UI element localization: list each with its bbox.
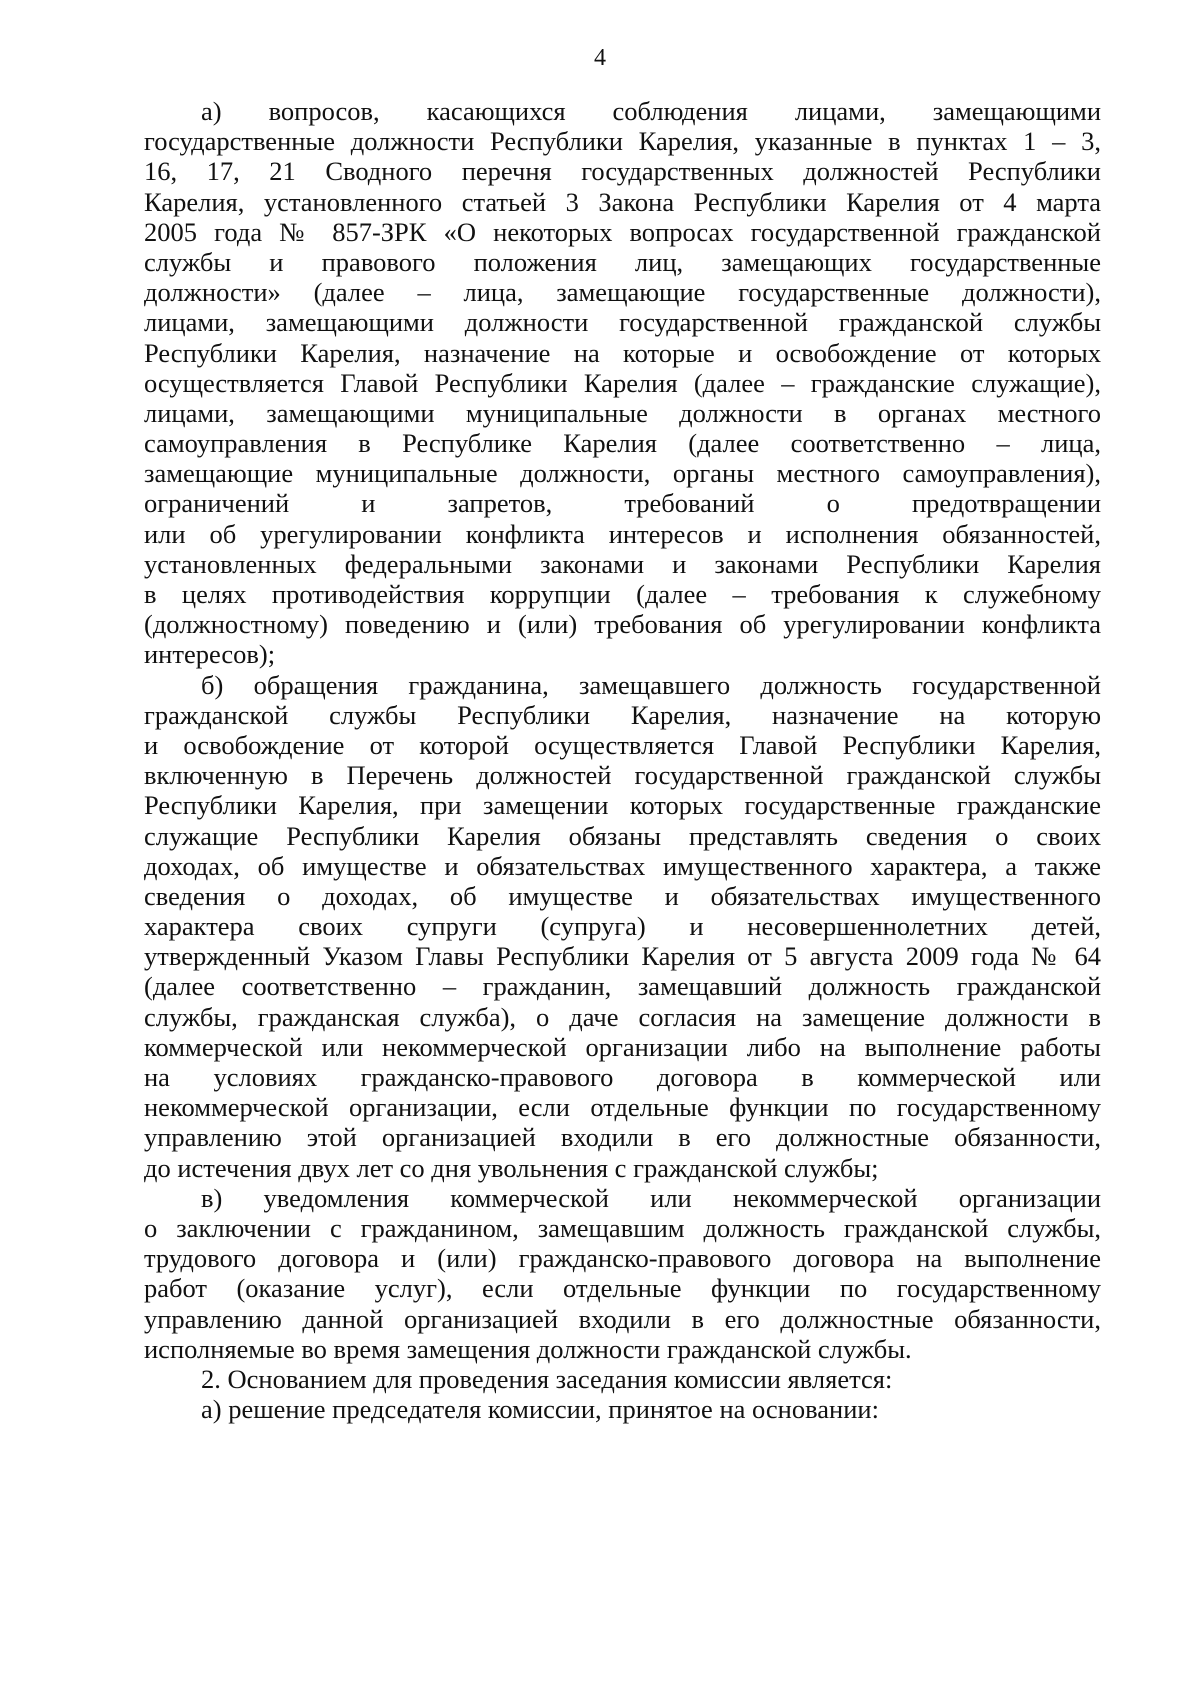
text-line: трудового договора и (или) гражданско-правового договора на выполнение bbox=[144, 1243, 1101, 1274]
text-line: 2005 года № 857-ЗРК «О некоторых вопросах государственной гражданской bbox=[144, 216, 1101, 247]
text-line: утвержденный Указом Главы Республики Карелия от 5 августа 2009 года № 64 bbox=[144, 941, 1101, 972]
text-line: должности» (далее – лица, замещающие государственные должности), bbox=[144, 277, 1101, 308]
text-line: управлению этой организацией входили в его должностные обязанности, bbox=[144, 1122, 1101, 1153]
text-line: Республики Карелия, назначение на которые и освобождение от которых bbox=[144, 337, 1101, 368]
text-line: государственные должности Республики Карелия, указанные в пунктах 1 – 3, bbox=[144, 126, 1101, 157]
text-line: интересов); bbox=[144, 639, 276, 670]
text-line: служащие Республики Карелия обязаны представлять сведения о своих bbox=[144, 820, 1101, 851]
text-line: управлению данной организацией входили в его должностные обязанности, bbox=[144, 1303, 1101, 1334]
text-line: гражданской службы Республики Карелия, назначение на которую bbox=[144, 699, 1101, 730]
text-line: установленных федеральными законами и законами Республики Карелия bbox=[144, 548, 1101, 579]
text-line: б) обращения гражданина, замещавшего должность государственной bbox=[201, 669, 1101, 700]
page-number: 4 bbox=[594, 45, 606, 71]
text-line: (далее соответственно – гражданин, замещавший должность гражданской bbox=[144, 971, 1101, 1002]
text-line: службы, гражданская служба), о даче согласия на замещение должности в bbox=[144, 1001, 1101, 1032]
text-line: 16, 17, 21 Сводного перечня государственных должностей Республики bbox=[144, 156, 1101, 187]
text-line: исполняемые во время замещения должности гражданской службы. bbox=[144, 1333, 912, 1364]
text-line: лицами, замещающими муниципальные должности в органах местного bbox=[144, 397, 1101, 428]
text-line: сведения о доходах, об имуществе и обязательствах имущественного bbox=[144, 880, 1101, 911]
text-line: а) решение председателя комиссии, принятое на основании: bbox=[201, 1394, 879, 1425]
text-line: самоуправления в Республике Карелия (далее соответственно – лица, bbox=[144, 428, 1101, 459]
text-line: включенную в Перечень должностей государственной гражданской службы bbox=[144, 760, 1101, 791]
text-line: 2. Основанием для проведения заседания комиссии является: bbox=[201, 1363, 893, 1394]
text-line: до истечения двух лет со дня увольнения с гражданской службы; bbox=[144, 1152, 879, 1183]
text-line: Карелия, установленного статьей 3 Закона Республики Карелия от 4 марта bbox=[144, 186, 1101, 217]
text-line: ограничений и запретов, требований о предотвращении bbox=[144, 488, 1101, 519]
text-line: службы и правового положения лиц, замещающих государственные bbox=[144, 246, 1101, 277]
text-line: работ (оказание услуг), если отдельные функции по государственному bbox=[144, 1273, 1101, 1304]
text-line: некоммерческой организации, если отдельные функции по государственному bbox=[144, 1092, 1101, 1123]
text-line: в целях противодействия коррупции (далее – требования к служебному bbox=[144, 579, 1101, 609]
text-line: характера своих супруги (супруга) и несовершеннолетних детей, bbox=[144, 911, 1101, 942]
text-line: (должностному) поведению и (или) требования об урегулировании конфликта bbox=[144, 609, 1101, 640]
text-line: доходах, об имуществе и обязательствах имущественного характера, а также bbox=[144, 850, 1101, 881]
text-line: на условиях гражданско-правового договора в коммерческой или bbox=[144, 1062, 1101, 1092]
text-line: и освобождение от которой осуществляется Главой Республики Карелия, bbox=[144, 729, 1101, 760]
text-line: замещающие муниципальные должности, органы местного самоуправления), bbox=[144, 458, 1101, 489]
text-line: в) уведомления коммерческой или некоммерческой организации bbox=[201, 1182, 1101, 1213]
text-line: или об урегулировании конфликта интересов и исполнения обязанностей, bbox=[144, 518, 1101, 549]
text-line: о заключении с гражданином, замещавшим должность гражданской службы, bbox=[144, 1212, 1101, 1243]
text-line: осуществляется Главой Республики Карелия (далее – гражданские служащие), bbox=[144, 367, 1101, 398]
text-line: а) вопросов, касающихся соблюдения лицами, замещающими bbox=[201, 96, 1101, 126]
text-line: коммерческой или некоммерческой организации либо на выполнение работы bbox=[144, 1031, 1101, 1062]
text-line: лицами, замещающими должности государственной гражданской службы bbox=[144, 307, 1101, 338]
text-line: Республики Карелия, при замещении которых государственные гражданские bbox=[144, 790, 1101, 821]
document-body bbox=[144, 96, 1101, 1424]
